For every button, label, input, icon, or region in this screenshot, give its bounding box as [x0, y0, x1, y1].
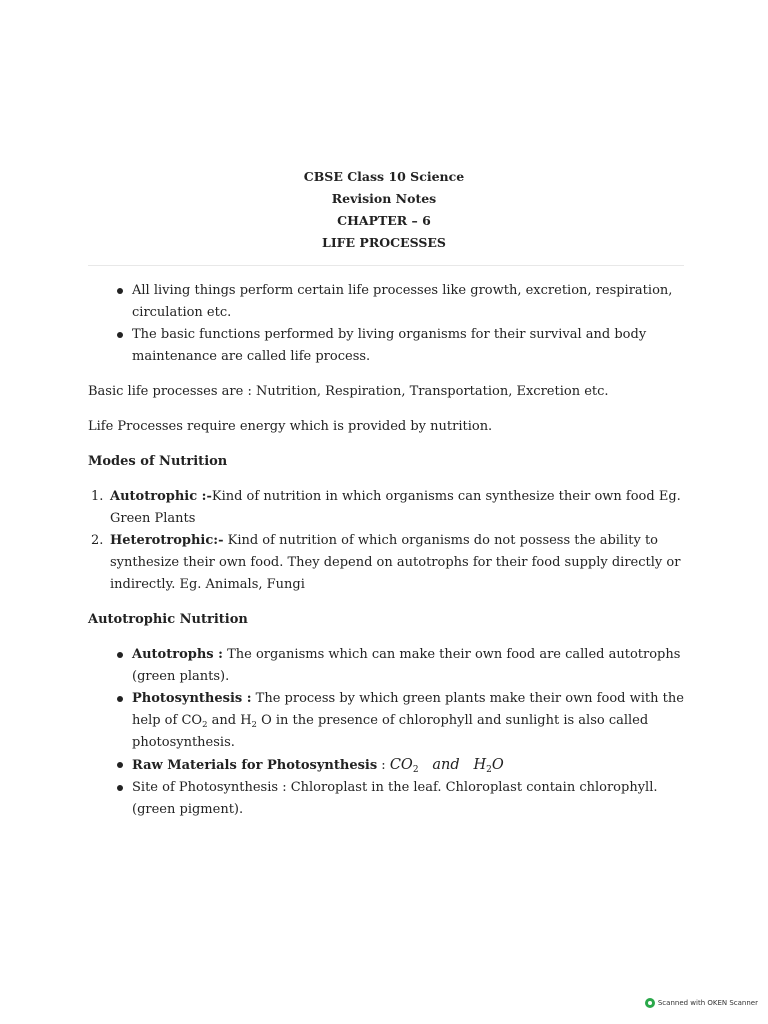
header-line-notes: Revision Notes [331, 191, 437, 206]
modes-list [88, 486, 688, 596]
mode-item-autotrophic: 1. Autotrophic :-Kind of nutrition in which organisms can synthesize their own food Eg. Green Plants [91, 489, 681, 526]
bullet-raw-materials: Raw Materials for Photosynthesis : $CO_2$ and $H_2O$ [132, 754, 688, 777]
raw-materials-formula: $CO_2$ and $H_2O$ [389, 757, 504, 775]
modes-heading: Modes of Nutrition [88, 454, 228, 469]
scanner-watermark [645, 992, 758, 1014]
bullet-site-of-photosynthesis: Site of Photosynthesis : Chloroplast in the leaf. Chloroplast contain chlorophyll. (green pigment). [132, 777, 688, 821]
header-line-title: LIFE PROCESSES [322, 235, 446, 250]
bullet-photosynthesis: Photosynthesis : The process by which green plants make their own food with the help of $CO_2$ and $H_2$ O in the presence of chlorophyll and sunlight is also called photosynthesis. [132, 688, 688, 754]
header-divider [88, 265, 684, 266]
scanner-watermark-text: Scanned with OKEN Scanner [657, 999, 758, 1007]
document-header [0, 166, 768, 254]
autotrophic-heading: Autotrophic Nutrition [88, 612, 248, 627]
mode-item-heterotrophic: 2. Heterotrophic:- Kind of nutrition of which organisms do not possess the ability to synthesize their own food. They depend on autotrophs for their food supply directly or indirectly. Eg. Animals, Fungi [91, 533, 681, 592]
basic-processes-paragraph: Basic life processes are : Nutrition, Respiration, Transportation, Excretion etc. [88, 384, 609, 399]
intro-bullet-2: The basic functions performed by living organisms for their survival and body maintenance are called life process. [132, 324, 688, 368]
autotrophic-bullet-list [88, 644, 688, 821]
header-line-class: CBSE Class 10 Science [303, 169, 465, 184]
intro-bullet-list [88, 280, 688, 368]
bullet-autotrophs: Autotrophs : The organisms which can make their own food are called autotrophs (green plants). [132, 644, 688, 688]
intro-bullet-1: All living things perform certain life processes like growth, excretion, respiration, circulation etc. [132, 280, 688, 324]
energy-paragraph: Life Processes require energy which is provided by nutrition. [88, 419, 493, 434]
document-body [88, 280, 688, 821]
scanner-logo-icon [645, 998, 655, 1008]
header-line-chapter: CHAPTER – 6 [337, 213, 431, 228]
